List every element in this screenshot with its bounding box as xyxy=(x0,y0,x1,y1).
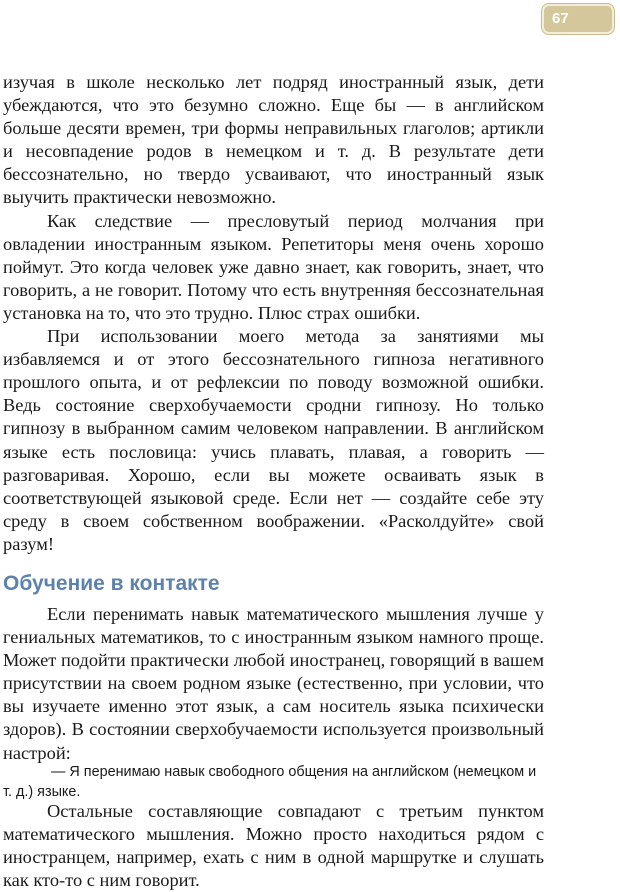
paragraph: Если перенимать навык математического мышления лучше у гениальных математиков, то с иностранным языком намного проще. Может подойти практически любой иностранец, говорящий в вашем присутствии на своем родном языке (естественно, при условии, что вы изучаете именно этот язык, а сам носитель языка психически здоров). В состоянии сверхобучаемости используется произвольный настрой: xyxy=(3,604,544,763)
paragraph: изучая в школе несколько лет подряд иностранный язык, дети убеждаются, что это безумно сложно. Еще бы — в английском больше десяти времен, три формы неправильных глаголов; артикли и несовпадение родов в немецком и т. д. В результате дети бессознательно, но твердо усваивают, что иностранный язык выучить практически невозможно. xyxy=(3,72,544,208)
closing-body xyxy=(3,800,544,892)
section-heading: Обучение в контакте xyxy=(3,572,220,595)
page-number: 67 xyxy=(552,10,569,27)
paragraph: Остальные составляющие совпадают с третьим пунктом математического мышления. Можно просто находиться рядом с иностранцем, например, ехать с ним в одной маршрутке и слушать как кто-то с ним говорит. xyxy=(3,801,544,891)
paragraph: При использовании моего метода за занятиями мы избавляемся и от этого бессознательного гипноза негативного прошлого опыта, и от рефлексии по поводу возможной ошибки. Ведь состояние сверхобучаемости сродни гипнозу. Но только гипнозу в выбранном самим человеком направлении. В английском языке есть пословица: учись плавать, плавая, а говорить — разговаривая. Хорошо, если вы можете осваивать язык в соответствующей языковой среде. Если нет — создайте себе эту среду в своем собственном воображении. «Расколдуйте» свой разум! xyxy=(3,326,544,554)
paragraph: Как следствие — пресловутый период молчания при овладении иностранным языком. Репетиторы меня очень хорошо поймут. Это когда человек уже давно знает, как говорить, знает, что говорить, а не говорит. Потому что есть внутренняя бессознательная установка на то, что это трудно. Плюс страх ошибки. xyxy=(3,210,544,323)
quote-affirmation: — Я перенимаю навык свободного общения на английском (немецком и т. д.) языке. xyxy=(3,764,537,800)
body-text-top xyxy=(3,71,544,556)
section-body xyxy=(3,603,544,765)
page-number-badge xyxy=(542,4,614,34)
